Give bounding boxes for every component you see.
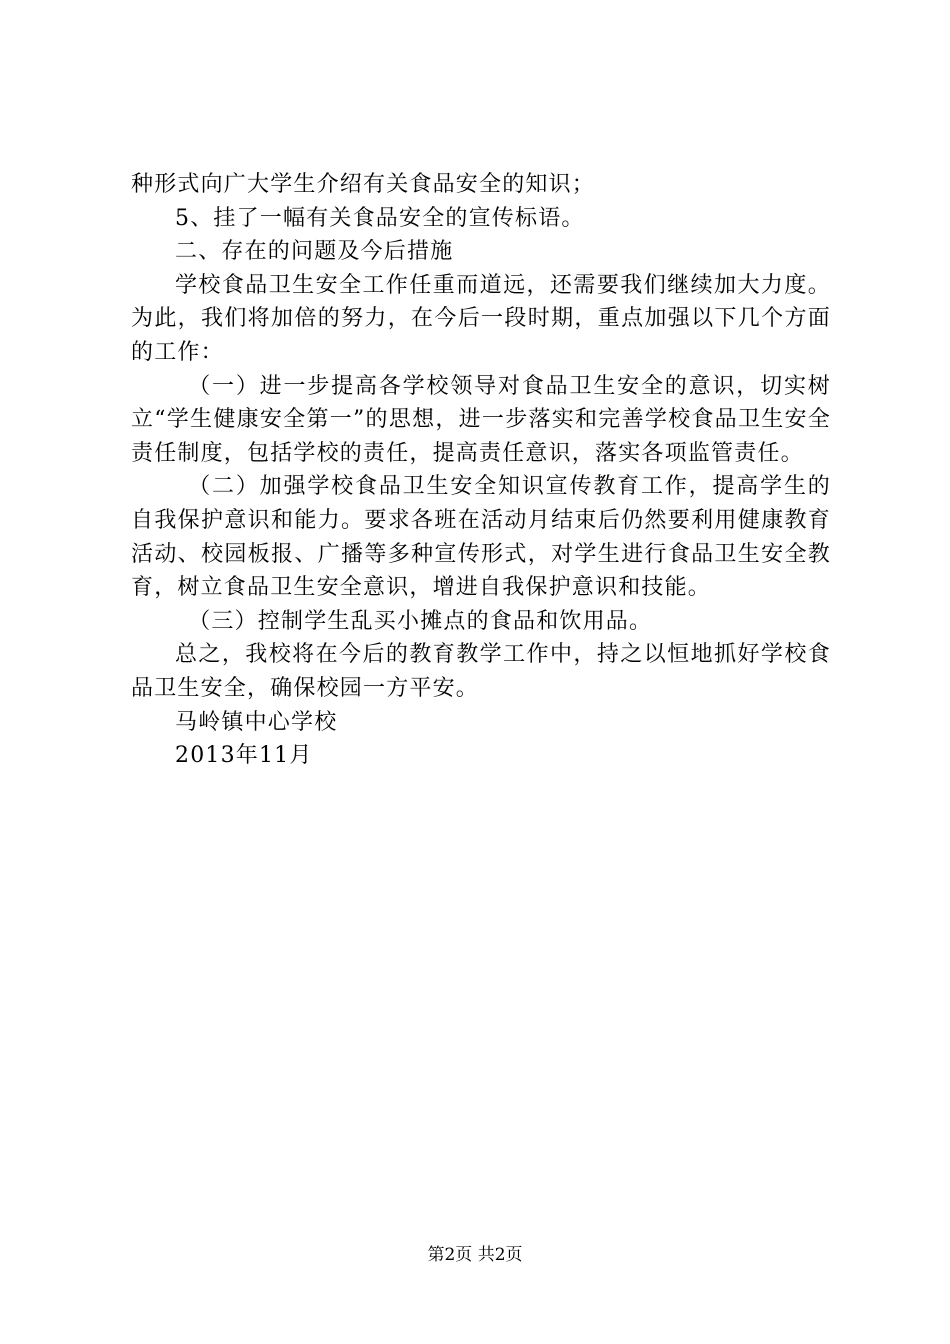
paragraph-conclusion: 总之，我校将在今后的教育教学工作中，持之以恒地抓好学校食品卫生安全，确保校园一方平安。 bbox=[131, 642, 831, 701]
page-number: 第2页 共2页 bbox=[427, 1245, 523, 1265]
paragraph-intro: 学校食品卫生安全工作任重而道远，还需要我们继续加大力度。为此，我们将加倍的努力，在今后一段时期，重点加强以下几个方面的工作： bbox=[131, 272, 831, 365]
paragraph-item-5: 5、挂了一幅有关食品安全的宣传标语。 bbox=[175, 205, 585, 231]
signature-school: 马岭镇中心学校 bbox=[175, 709, 338, 735]
paragraph-continuation: 种形式向广大学生介绍有关食品安全的知识； bbox=[131, 172, 596, 197]
paragraph-measure-2: （二）加强学校食品卫生安全知识宣传教育工作，提高学生的自我保护意识和能力。要求各班在活动月结束后仍然要利用健康教育活动、校园板报、广播等多种宣传形式，对学生进行食品卫生安全教育，树立食品卫生安全意识，增进自我保护意识和技能。 bbox=[131, 474, 831, 601]
paragraph-measure-1: （一）进一步提高各学校领导对食品卫生安全的意识，切实树立“学生健康安全第一”的思想，进一步落实和完善学校食品卫生安全责任制度，包括学校的责任，提高责任意识，落实各项监管责任。 bbox=[131, 373, 831, 466]
signature-date: 2013年11月 bbox=[175, 743, 313, 769]
page-footer bbox=[0, 1244, 950, 1266]
document-body bbox=[131, 168, 831, 773]
paragraph-measure-3: （三）控制学生乱买小摊点的食品和饮用品。 bbox=[188, 608, 653, 634]
section-heading-problems: 二、存在的问题及今后措施 bbox=[175, 239, 454, 265]
